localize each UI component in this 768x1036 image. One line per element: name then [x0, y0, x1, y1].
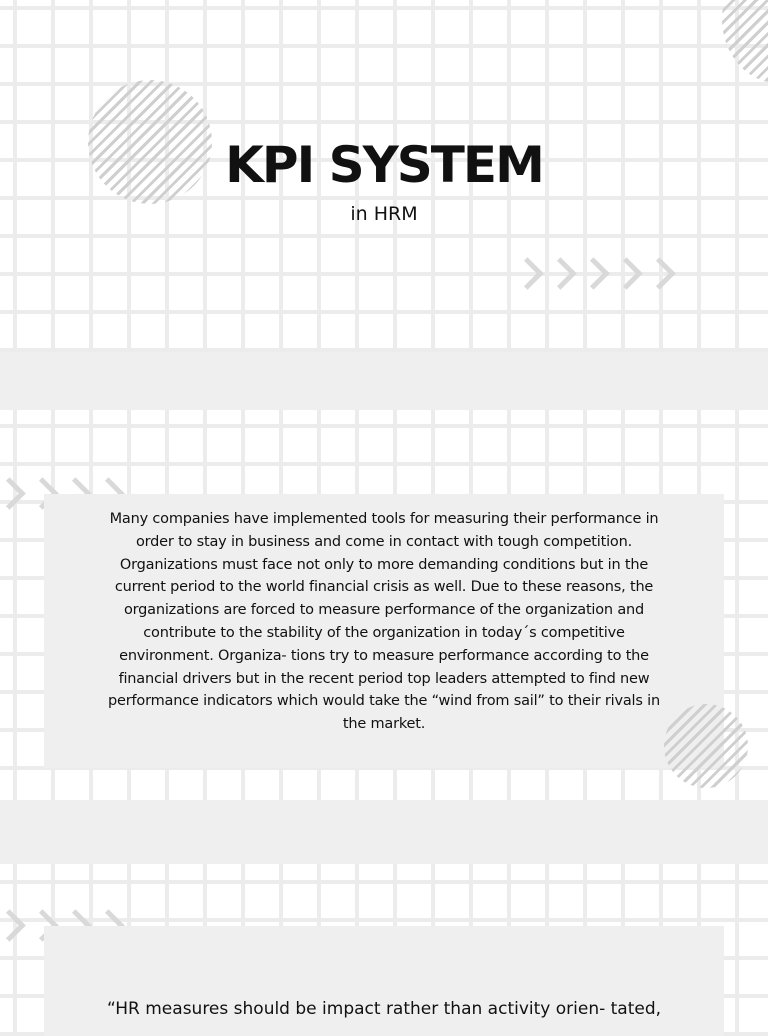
- quote-card: [44, 926, 724, 1036]
- page-subtitle: in HRM: [350, 203, 418, 225]
- chevron-arrows-icon: [516, 262, 681, 285]
- page-title: KPI SYSTEM: [225, 136, 543, 194]
- intro-card: [44, 494, 724, 768]
- divider-band: [0, 352, 768, 410]
- striped-circle-icon: [664, 704, 748, 788]
- intro-paragraph: Many companies have implemented tools for measuring their performance in order to stay in business and come in contact with tough competition. Organizations must face not only to more demanding conditions but in the current period to the world financial crisis as well. Due to these reasons, the organizations are forced to measure performance of the organization and contribute to the stability of the organization in today´s competitive environment. Organiza- tions try to measure performance according to the financial drivers but in the recent period top leaders attempted to find new performance indicators which would take the “wind from sail” to their rivals in the market.: [108, 511, 660, 733]
- divider-band: [0, 800, 768, 864]
- quote-text: “HR measures should be impact rather than activity orien- tated,: [106, 999, 662, 1019]
- striped-circle-icon: [722, 0, 768, 83]
